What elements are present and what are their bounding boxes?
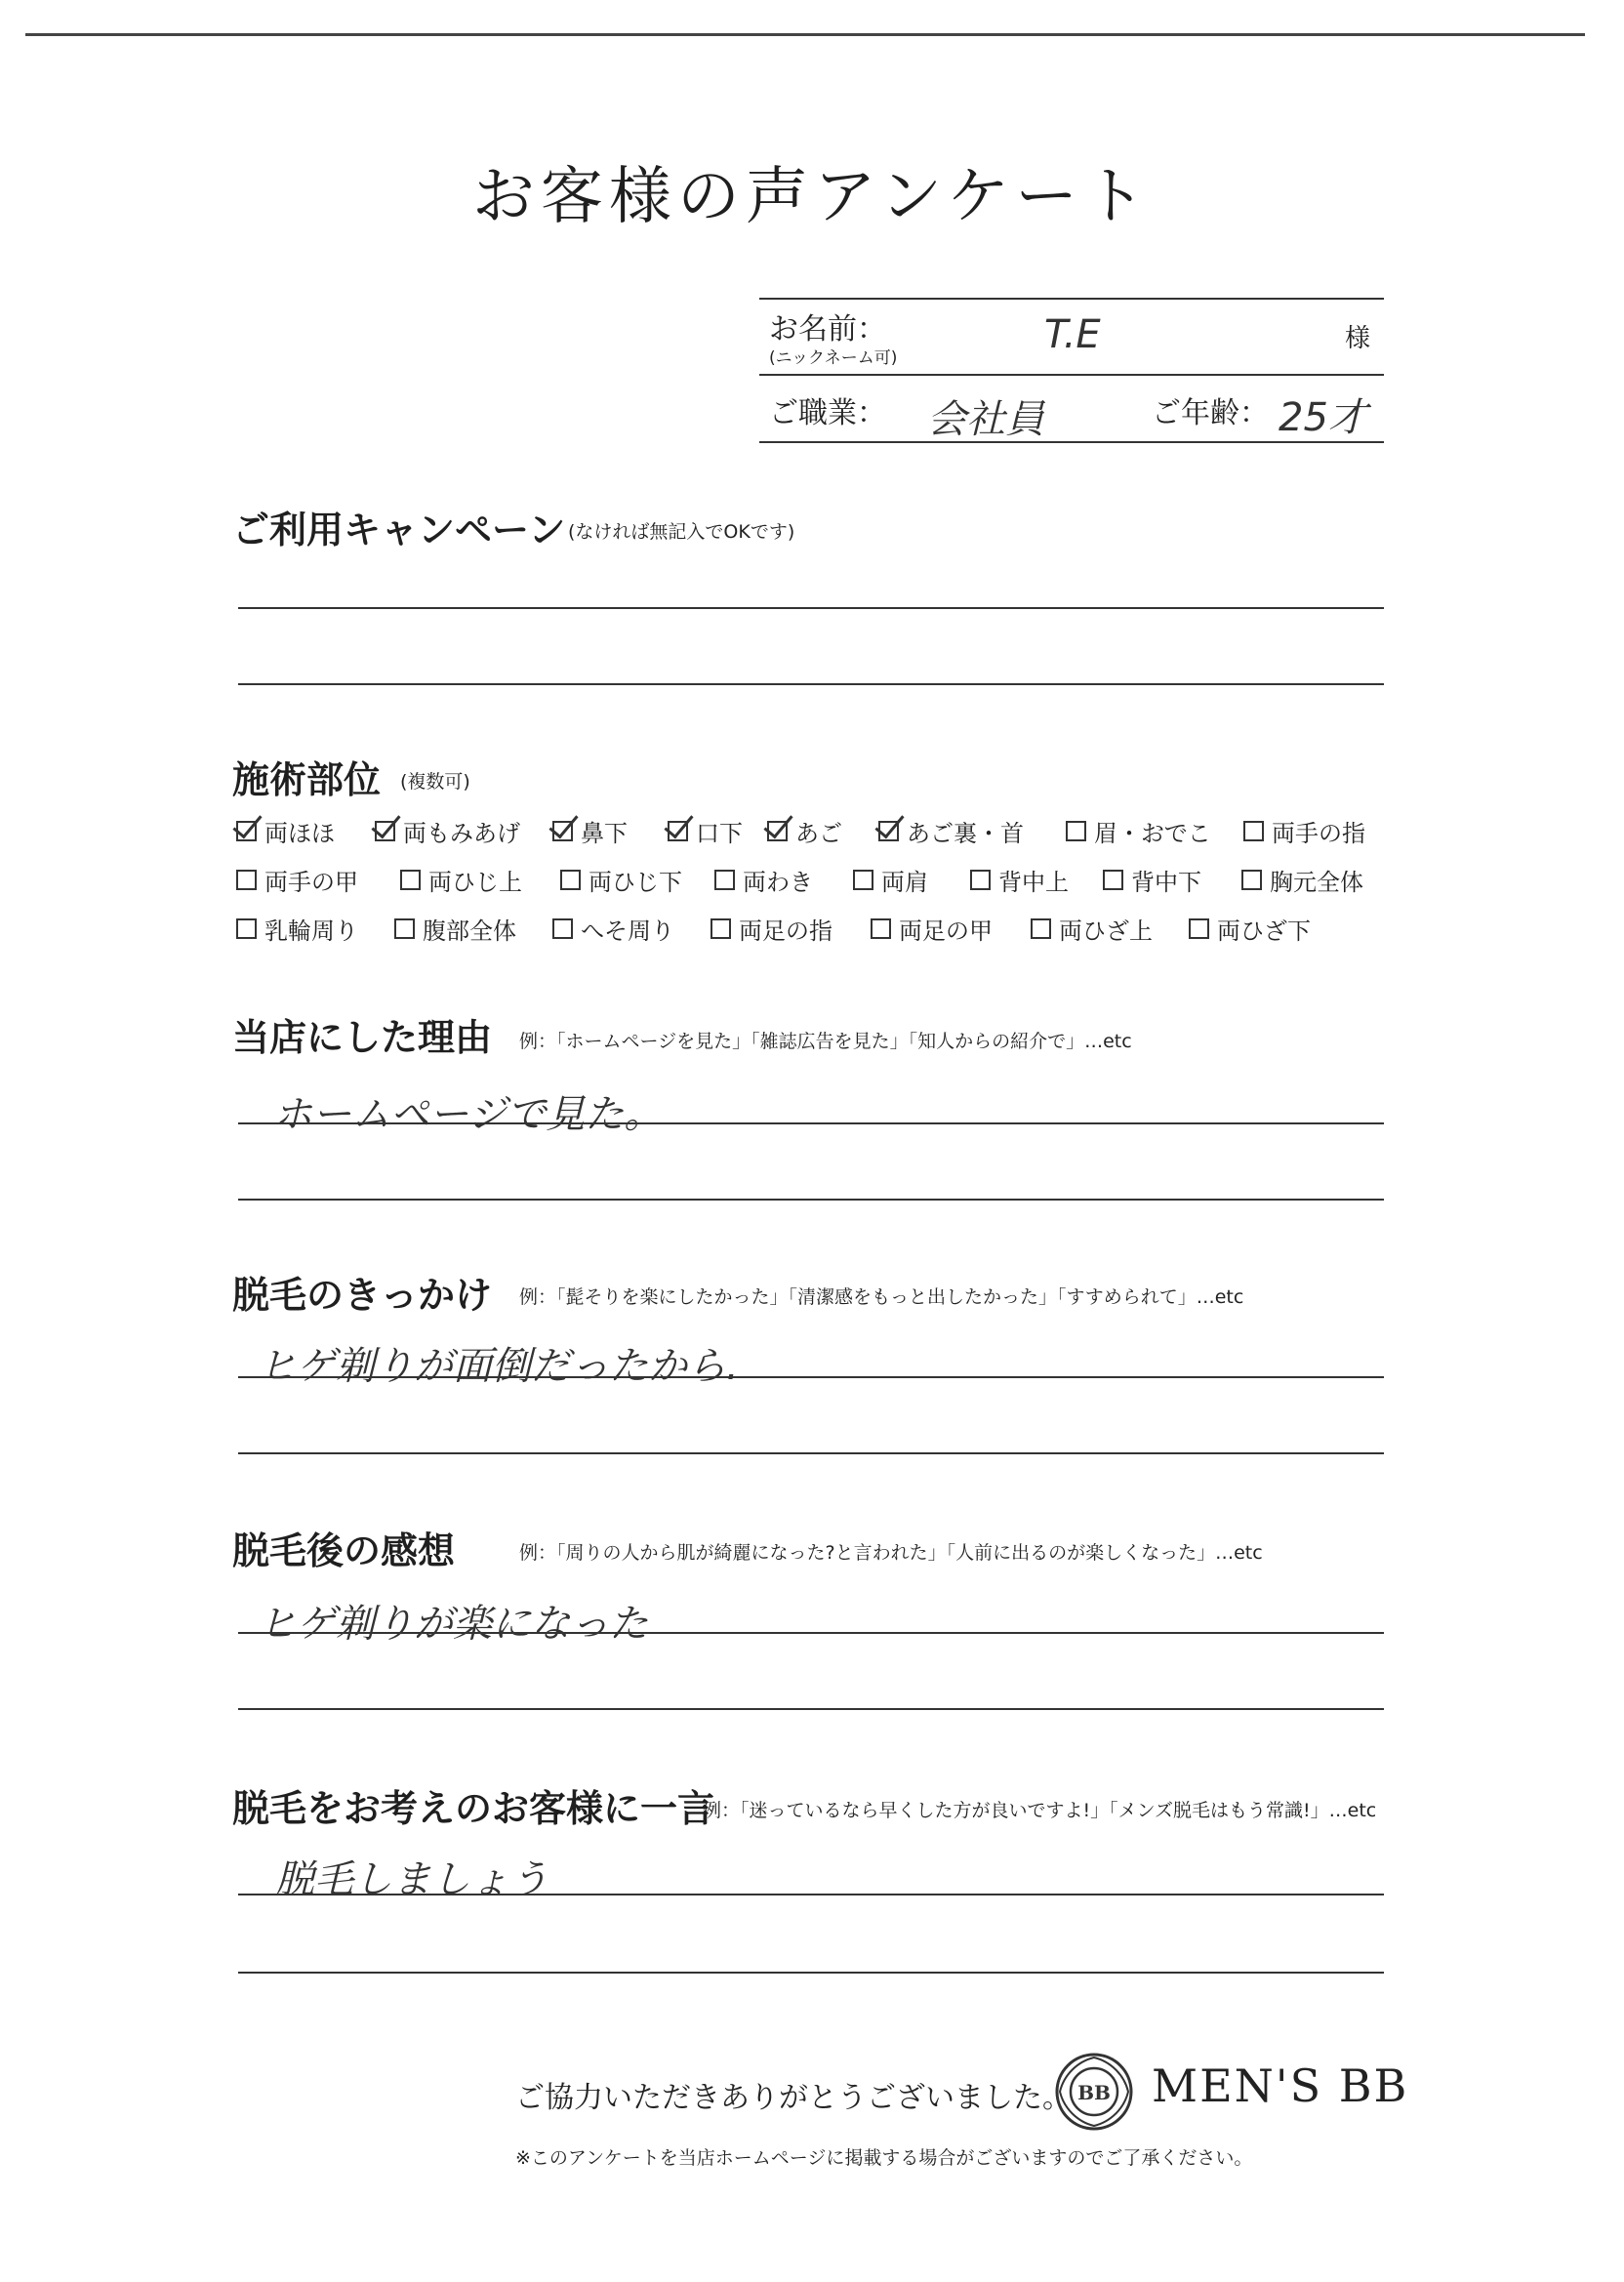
camellia-logo-icon xyxy=(1052,2050,1136,2134)
part-checkbox[interactable] xyxy=(710,918,731,939)
trigger-line-1 xyxy=(238,1376,1384,1378)
part-checkbox[interactable] xyxy=(1103,870,1123,890)
age-label: ご年齢： xyxy=(1152,396,1269,430)
part-option[interactable] xyxy=(668,814,743,848)
part-checkbox[interactable] xyxy=(1066,821,1086,841)
part-checkbox[interactable] xyxy=(878,821,899,841)
part-label: 両足の甲 xyxy=(899,917,993,945)
reason-answer: ホームページで見た。 xyxy=(273,1092,664,1137)
reason-heading: 当店にした理由 xyxy=(232,1015,493,1059)
part-checkbox[interactable] xyxy=(552,821,573,841)
part-checkbox[interactable] xyxy=(668,821,688,841)
part-label: 両ひざ上 xyxy=(1059,917,1153,945)
part-label: 腹部全体 xyxy=(423,917,516,945)
trigger-line-2 xyxy=(238,1452,1384,1454)
part-label: 両足の指 xyxy=(739,917,832,945)
part-option[interactable] xyxy=(375,814,520,848)
message-heading: 脱毛をお考えのお客様に一言 xyxy=(232,1786,715,1830)
impression-line-1 xyxy=(238,1632,1384,1634)
part-label: 両手の指 xyxy=(1272,820,1365,847)
parts-note: (複数可) xyxy=(400,771,470,793)
part-option[interactable] xyxy=(767,814,842,848)
part-label: 両ひざ下 xyxy=(1217,917,1311,945)
reason-example: 例：「ホームページを見た」「雑誌広告を見た」「知人からの紹介で」…etc xyxy=(519,1031,1132,1052)
part-label: 両もみあげ xyxy=(403,820,520,847)
part-option[interactable] xyxy=(878,814,1024,848)
campaign-line-1 xyxy=(238,607,1384,609)
part-checkbox[interactable] xyxy=(767,821,788,841)
message-line-1 xyxy=(238,1894,1384,1895)
parts-heading: 施術部位 xyxy=(232,757,382,801)
job-value: 会社員 xyxy=(927,397,1044,442)
part-checkbox[interactable] xyxy=(236,918,257,939)
part-label: 胸元全体 xyxy=(1270,869,1363,896)
part-option[interactable] xyxy=(1189,912,1311,946)
logo-mark-text: BB xyxy=(1077,2081,1111,2104)
part-option[interactable] xyxy=(236,912,358,946)
part-label: へそ周り xyxy=(581,917,674,945)
info-mid-line xyxy=(759,374,1384,376)
part-label: 両手の甲 xyxy=(264,869,358,896)
part-option[interactable] xyxy=(1103,863,1201,897)
thanks-text: ご協力いただきありがとうございました。 xyxy=(515,2081,1072,2115)
part-checkbox[interactable] xyxy=(560,870,581,890)
part-checkbox[interactable] xyxy=(394,918,415,939)
part-option[interactable] xyxy=(400,863,522,897)
part-label: 背中上 xyxy=(998,869,1069,896)
part-option[interactable] xyxy=(871,912,993,946)
trigger-example: 例：「髭そりを楽にしたかった」「清潔感をもっと出したかった」「すすめられて」…etc xyxy=(519,1286,1244,1308)
part-checkbox[interactable] xyxy=(714,870,735,890)
name-label: お名前： xyxy=(769,312,886,346)
part-checkbox[interactable] xyxy=(552,918,573,939)
part-checkbox[interactable] xyxy=(375,821,395,841)
message-answer: 脱毛しましょう xyxy=(275,1857,548,1902)
part-option[interactable] xyxy=(1031,912,1153,946)
info-top-line xyxy=(759,298,1384,300)
campaign-heading: ご利用キャンペーン xyxy=(232,508,566,551)
part-checkbox[interactable] xyxy=(236,870,257,890)
part-label: 鼻下 xyxy=(581,820,628,847)
name-value: T.E xyxy=(1044,312,1101,357)
part-checkbox[interactable] xyxy=(853,870,873,890)
page-title: お客様の声アンケート xyxy=(471,161,1153,233)
impression-example: 例：「周りの人から肌が綺麗になった?と言われた」「人前に出るのが楽しくなった」…etc xyxy=(519,1542,1263,1564)
part-option[interactable] xyxy=(710,912,832,946)
brand-logo xyxy=(1052,2050,1136,2134)
part-checkbox[interactable] xyxy=(400,870,421,890)
part-option[interactable] xyxy=(236,814,335,848)
part-option[interactable] xyxy=(552,814,628,848)
part-label: 両ひじ下 xyxy=(589,869,682,896)
part-option[interactable] xyxy=(236,863,358,897)
part-option[interactable] xyxy=(853,863,928,897)
part-option[interactable] xyxy=(1066,814,1211,848)
part-label: 背中下 xyxy=(1131,869,1201,896)
part-label: あご裏・首 xyxy=(907,820,1024,847)
part-checkbox[interactable] xyxy=(871,918,891,939)
part-label: あご xyxy=(795,820,842,847)
part-option[interactable] xyxy=(1241,863,1363,897)
part-option[interactable] xyxy=(970,863,1069,897)
top-border xyxy=(25,33,1585,36)
part-option[interactable] xyxy=(714,863,813,897)
message-line-2 xyxy=(238,1972,1384,1974)
age-value: 25才 xyxy=(1279,395,1367,440)
part-option[interactable] xyxy=(394,912,516,946)
part-label: 両わき xyxy=(743,869,813,896)
reason-line-2 xyxy=(238,1199,1384,1201)
trigger-heading: 脱毛のきっかけ xyxy=(232,1273,493,1317)
publication-notice: ※このアンケートを当店ホームページに掲載する場合がございますのでご了承ください。 xyxy=(515,2147,1253,2169)
impression-heading: 脱毛後の感想 xyxy=(232,1528,456,1572)
part-label: 口下 xyxy=(696,820,743,847)
part-checkbox[interactable] xyxy=(1189,918,1209,939)
campaign-line-2 xyxy=(238,683,1384,685)
part-label: 両ほほ xyxy=(264,820,335,847)
name-sublabel: (ニックネーム可) xyxy=(769,348,898,368)
part-checkbox[interactable] xyxy=(1031,918,1051,939)
part-option[interactable] xyxy=(560,863,682,897)
part-checkbox[interactable] xyxy=(970,870,991,890)
part-label: 両肩 xyxy=(881,869,928,896)
part-checkbox[interactable] xyxy=(1243,821,1264,841)
message-example: 例：「迷っているなら早くした方が良いですよ!」「メンズ脱毛はもう常識!」…etc xyxy=(703,1800,1377,1821)
info-bottom-line xyxy=(759,441,1384,443)
part-checkbox[interactable] xyxy=(1241,870,1262,890)
part-label: 乳輪周り xyxy=(264,917,358,945)
honorific: 様 xyxy=(1345,324,1371,353)
campaign-note: (なければ無記入でOKです) xyxy=(568,521,795,543)
part-label: 眉・おでこ xyxy=(1094,820,1211,847)
impression-answer: ヒゲ剃りが楽になった xyxy=(258,1602,648,1647)
part-option[interactable] xyxy=(552,912,674,946)
part-label: 両ひじ上 xyxy=(428,869,522,896)
job-label: ご職業： xyxy=(769,396,886,430)
reason-line-1 xyxy=(238,1122,1384,1124)
part-checkbox[interactable] xyxy=(236,821,257,841)
brand-name: MEN'S BB xyxy=(1152,2059,1409,2112)
part-option[interactable] xyxy=(1243,814,1365,848)
impression-line-2 xyxy=(238,1708,1384,1710)
trigger-answer: ヒゲ剃りが面倒だったから. xyxy=(258,1344,739,1389)
